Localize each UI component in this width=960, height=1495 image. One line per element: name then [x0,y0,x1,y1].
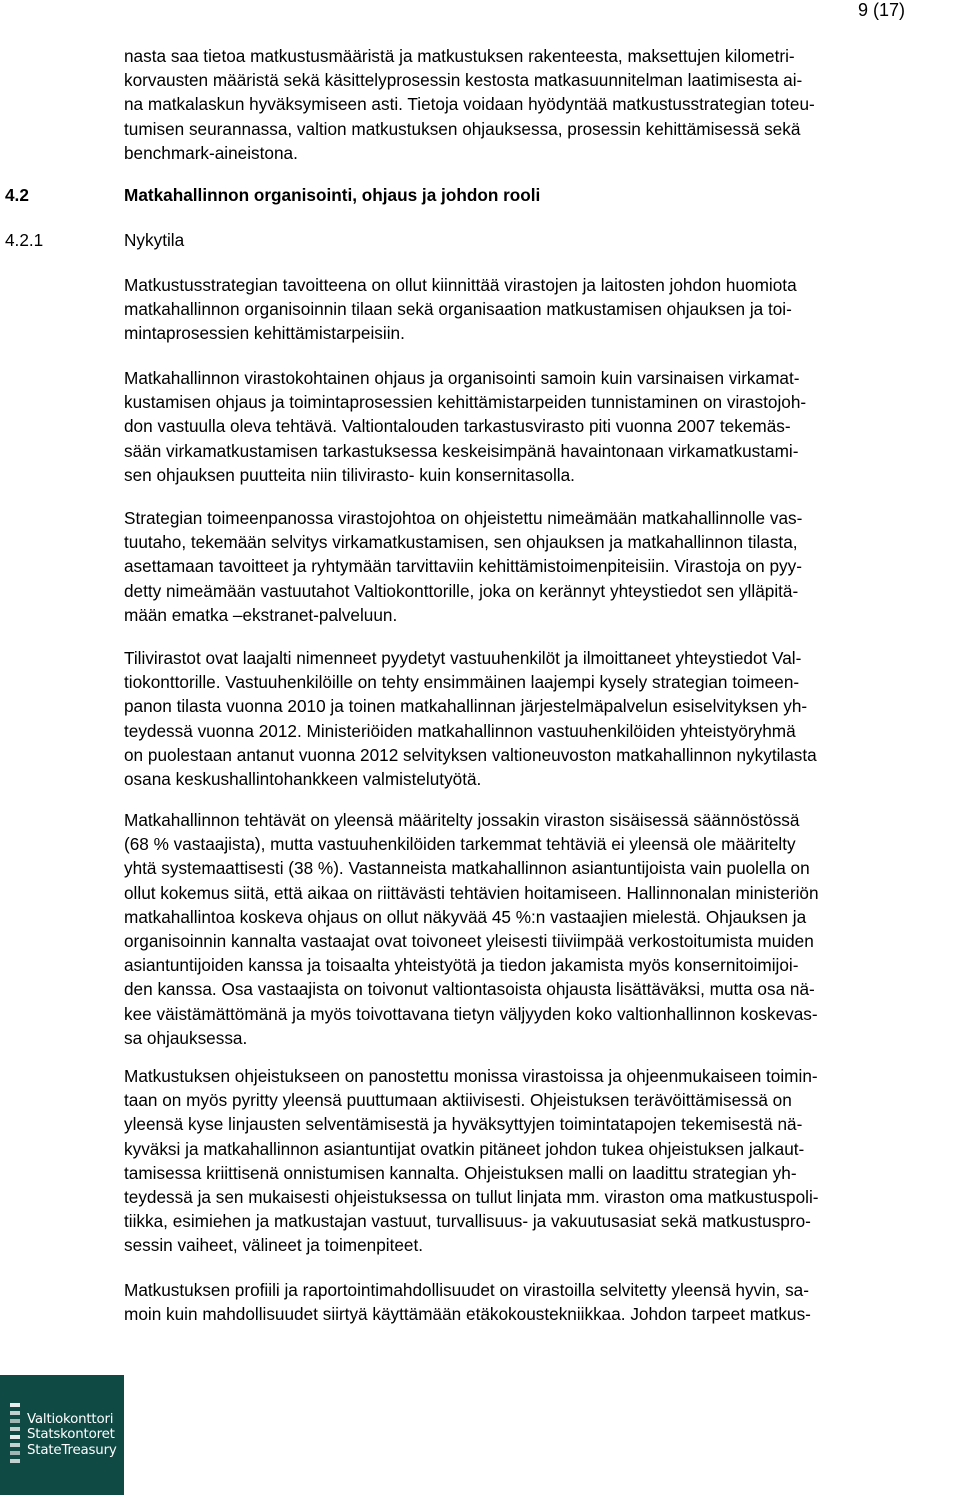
logo-line-swedish: Statskontoret [27,1427,115,1443]
body-paragraph-1: Matkustusstrategian tavoitteena on ollut kiinnittää virastojen ja laitosten johdon huomiota matkahallinnon organisoinnin tilaan sekä organisaation matkustamisen ohjauksen ja toi- mintaprosessien kehittämistarpeisiin. [124,275,797,344]
logo-line-finnish: Valtiokonttori [27,1412,114,1427]
subsection-title: Nykytila [124,230,185,250]
subsection-number: 4.2.1 [5,230,44,250]
logo-line-english: StateTreasury [27,1442,117,1458]
page-number: 9 (17) [858,0,906,20]
body-paragraph-2: Matkahallinnon virastokohtainen ohjaus ja organisointi samoin kuin varsinaisen virkamat- kustamisen ohjaus ja toimintaprosessien kehittämistarpeiden tunnistaminen on virastojoh- don vastuulla oleva tehtävä. Valtiontalouden tarkastusvirasto piti vuonna 2007 tekemäs- sään virkamatkustamisen tarkastuksessa keskeisimpänä havaintonaan virkamatkustami- sen ohjauksen puutteita niin tilivirasto- kuin konsernitasolla. [124,368,807,485]
body-paragraph-3: Strategian toimeenpanossa virastojohtoa on ohjeistettu nimeämään matkahallinnolle vas- tuutaho, tekemään selvitys virkamatkustamisen, sen ohjauksen ja matkahallinnon tilasta, asettamaan tavoitteet ja ryhtymään tarvittaviin kehittämistoimenpiteisiin. Virastoja on pyy- detty nimeämään vastuutahot Valtiokonttorille, joka on kerännyt yhteystiedot sen ylläpitä- mään ematka –ekstranet-palveluun. [124,508,803,625]
state-treasury-logo [0,1375,124,1495]
body-paragraph-6: Matkustuksen ohjeistukseen on panostettu monissa virastoissa ja ohjeenmukaiseen toimin- taan on myös pyritty yleensä puuttumaan aktiivisesti. Ohjeistuksen terävöittämisessä on yleensä kyse linjausten selventämisestä ja hyväksyttyjen toimintatapojen tekemisestä nä- kyväksi ja matkahallinnon asiantuntijat ovatkin pitäneet johdon tukea ohjeistuksen jalkaut- tamisessa kriittisenä onnistumisen kannalta. Ohjeistuksen malli on laadittu strategian yh- teydessä ja sen mukaisesti ohjeistuksessa on tullut linjata mm. viraston oma matkustuspoli- tiikka, esimiehen ja matkustajan vastuut, turvallisuus- ja vakuutusasiat sekä matkustuspro- sessin vaiheet, välineet ja toimenpiteet. [124,1066,819,1256]
body-paragraph-5: Matkahallinnon tehtävät on yleensä määritelty jossakin viraston sisäisessä säännöstössä (68 % vastaajista), mutta vastuuhenkilöiden tarkemmat tehtäviä ei yleensä ole määritelty yhtä systemaattisesti (38 %). Vastanneista matkahallinnon asiantuntijoista vain puolella on ollut kokemus siitä, että aikaa on riittävästi tehtävien hoitamiseen. Hallinnonalan ministeriön matkahallintoa koskeva ohjaus on ollut näkyvää 45 %:n vastaajien mielestä. Ohjauksen ja organisoinnin kannalta vastaajat ovat toivoneet yleisesti tiiviimpää verkostoitumista muiden asiantuntijoiden kanssa ja toisaalta yhteistyötä ja tiedon jakamista myös konsernitoimijoi- den kanssa. Osa vastaajista on toivonut valtiontasoista ohjausta lisättäväksi, mutta osa nä- kee väistämättömänä ja myös toivottavana tietyn väljyyden koko valtionhallinnon koskevas- sa ohjauksessa. [124,810,819,1048]
intro-paragraph: nasta saa tietoa matkustusmääristä ja matkustuksen rakenteesta, maksettujen kilometri- korvausten määristä sekä käsittelyprosessin kestosta matkasuunnitelman laatimisesta ai- na matkalaskun hyväksymiseen asti. Tietoja voidaan hyödyntää matkustusstrategian toteu- tumisen seurannassa, valtion matkustuksen ohjauksessa, prosessin kehittämisessä sekä benchmark-aineistona. [124,46,815,163]
body-paragraph-4: Tilivirastot ovat laajalti nimenneet pyydetyt vastuuhenkilöt ja ilmoittaneet yhteystiedot Val- tiokonttorille. Vastuuhenkilöille on tehty ensimmäinen laajempi kysely strategian toimeen- panon tilasta vuonna 2010 ja toinen matkahallinnan järjestelmäpalvelun esiselvityksen yh- teydessä vuonna 2012. Ministeriöiden matkahallinnon vastuuhenkilöiden yhteistyöryhmä on puolestaan antanut vuonna 2012 selvityksen valtioneuvoston matkahallinnon nykytilasta osana keskushallintohankkeen valmistelutyötä. [124,648,817,790]
section-title: Matkahallinnon organisointi, ohjaus ja johdon rooli [124,185,541,205]
logo-stripes-icon [10,1375,20,1495]
section-number: 4.2 [5,185,29,205]
body-paragraph-7: Matkustuksen profiili ja raportointimahdollisuudet on virastoilla selvitetty yleensä hyvin, sa- moin kuin mahdollisuudet siirtyä käyttämään etäkokoustekniikkaa. Johdon tarpeet matkus- [124,1280,811,1325]
